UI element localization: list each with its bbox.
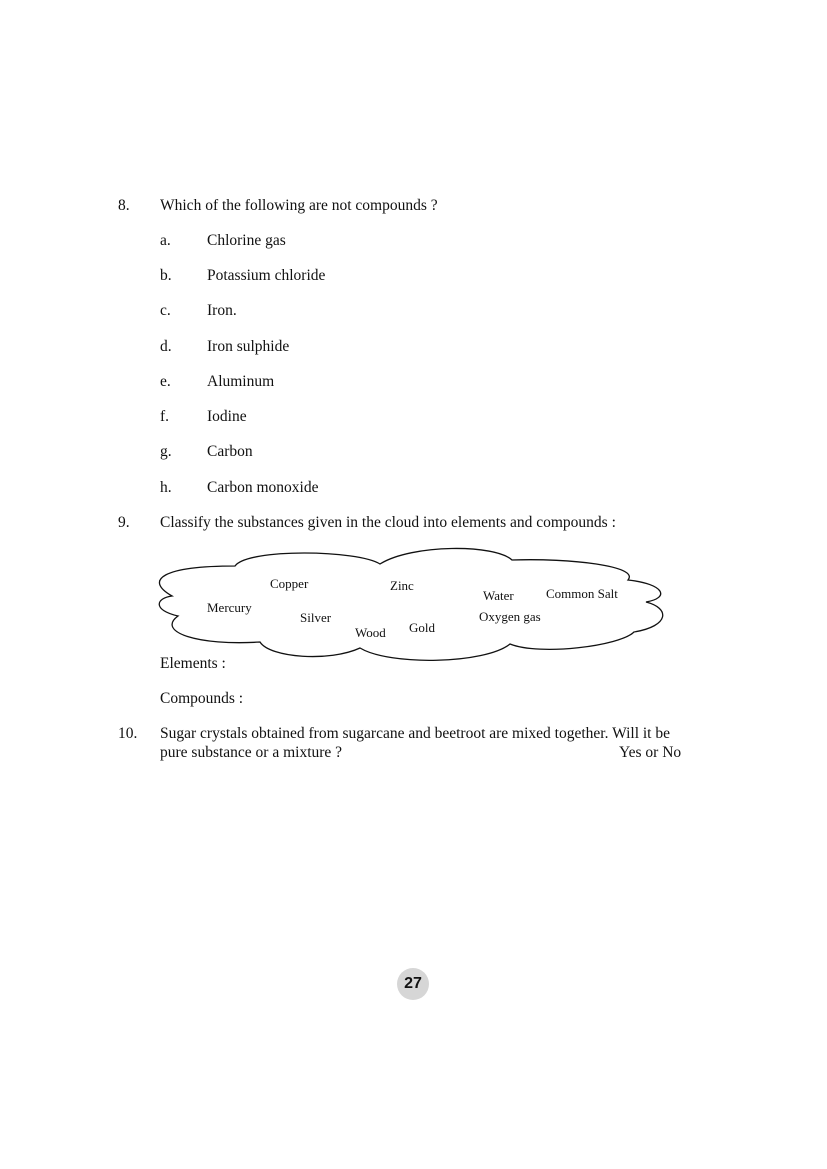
q8-question: Which of the following are not compounds ? bbox=[160, 197, 438, 214]
cloud-word-zinc: Zinc bbox=[390, 578, 414, 593]
option-text: Carbon bbox=[207, 443, 253, 460]
cloud-word-copper: Copper bbox=[270, 576, 309, 591]
option-letter: e. bbox=[160, 373, 171, 390]
option-text: Aluminum bbox=[207, 373, 275, 390]
option-text: Potassium chloride bbox=[207, 267, 326, 284]
option-letter: c. bbox=[160, 302, 171, 319]
cloud-word-mercury: Mercury bbox=[207, 600, 252, 615]
option-letter: d. bbox=[160, 338, 172, 355]
option-text: Carbon monoxide bbox=[207, 479, 319, 496]
q9-number: 9. bbox=[118, 514, 130, 531]
q10-line1: Sugar crystals obtained from sugarcane and beetroot are mixed together. Will it be bbox=[160, 725, 670, 742]
cloud-word-common-salt: Common Salt bbox=[546, 586, 618, 601]
q8-number: 8. bbox=[118, 197, 130, 214]
q10-number: 10. bbox=[118, 725, 138, 742]
cloud-word-oxygen-gas: Oxygen gas bbox=[479, 609, 541, 624]
cloud-word-gold: Gold bbox=[409, 620, 435, 635]
page-number: 27 bbox=[397, 968, 429, 1000]
option-letter: h. bbox=[160, 479, 172, 496]
option-text: Iron sulphide bbox=[207, 338, 290, 355]
option-text: Chlorine gas bbox=[207, 232, 286, 249]
elements-label: Elements : bbox=[160, 655, 226, 672]
option-text: Iron. bbox=[207, 302, 237, 319]
option-text: Iodine bbox=[207, 408, 247, 425]
option-letter: a. bbox=[160, 232, 171, 249]
q9-question: Classify the substances given in the cloud into elements and compounds : bbox=[160, 514, 616, 531]
option-letter: f. bbox=[160, 408, 170, 425]
cloud-word-water: Water bbox=[483, 588, 514, 603]
option-letter: b. bbox=[160, 267, 172, 284]
option-letter: g. bbox=[160, 443, 172, 460]
compounds-label: Compounds : bbox=[160, 690, 244, 707]
q10-line2: pure substance or a mixture ? bbox=[160, 744, 343, 761]
cloud-word-wood: Wood bbox=[355, 625, 386, 640]
cloud-word-silver: Silver bbox=[300, 610, 332, 625]
q10-answer-hint: Yes or No bbox=[619, 744, 682, 761]
